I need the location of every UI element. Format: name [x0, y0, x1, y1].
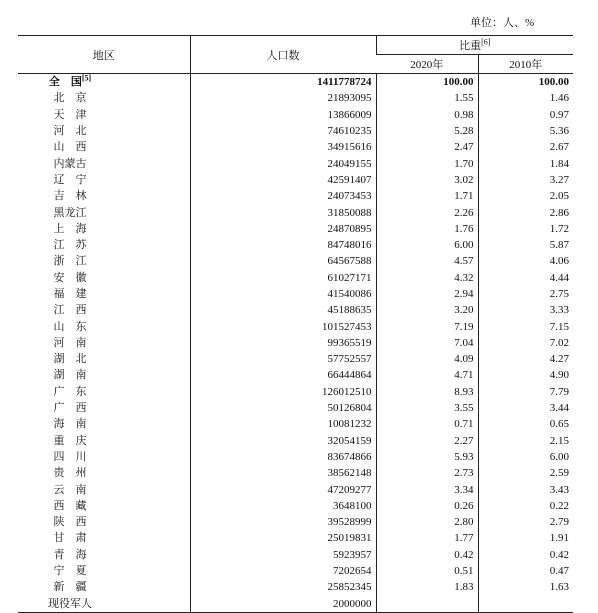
table-row	[18, 481, 573, 497]
cell-population: 13866009	[190, 107, 376, 123]
header-year-2010: 2010年	[478, 55, 573, 74]
cell-population: 38562148	[190, 465, 376, 481]
cell-population: 101527453	[190, 318, 376, 334]
table-row	[18, 514, 573, 530]
cell-region	[18, 596, 190, 613]
table-row	[18, 139, 573, 155]
region-name: 贵 州	[53, 467, 87, 480]
table-row	[18, 367, 573, 383]
table-row	[18, 547, 573, 563]
cell-ratio-2010: 4.90	[478, 367, 573, 383]
cell-ratio-2020: 2.47	[376, 139, 478, 155]
cell-population: 41540086	[190, 286, 376, 302]
cell-ratio-2010: 4.06	[478, 253, 573, 269]
region-name: 湖 南	[53, 369, 87, 382]
cell-population: 24073453	[190, 188, 376, 204]
cell-ratio-2010: 1.91	[478, 530, 573, 546]
table-row	[18, 318, 573, 334]
cell-region	[18, 139, 190, 155]
cell-region	[18, 318, 190, 334]
cell-ratio-2010: 2.05	[478, 188, 573, 204]
table-row	[18, 270, 573, 286]
cell-region	[18, 514, 190, 530]
cell-ratio-2020: 0.42	[376, 547, 478, 563]
cell-ratio-2020: 1.71	[376, 188, 478, 204]
cell-region	[18, 155, 190, 171]
cell-region	[18, 498, 190, 514]
table-row	[18, 433, 573, 449]
cell-ratio-2020: 100.00	[376, 74, 478, 91]
table-row	[18, 204, 573, 220]
cell-ratio-2010: 0.42	[478, 547, 573, 563]
table-row	[18, 384, 573, 400]
region-name: 天 津	[53, 108, 87, 121]
table-row	[18, 302, 573, 318]
cell-ratio-2010: 2.59	[478, 465, 573, 481]
region-name: 江 西	[53, 304, 87, 317]
cell-population: 57752557	[190, 351, 376, 367]
cell-population: 84748016	[190, 237, 376, 253]
cell-region	[18, 465, 190, 481]
cell-region	[18, 172, 190, 188]
region-name: 安 徽	[53, 271, 87, 284]
table-row	[18, 465, 573, 481]
table-row	[18, 188, 573, 204]
cell-ratio-2020: 3.34	[376, 481, 478, 497]
table-row	[18, 107, 573, 123]
cell-ratio-2020: 2.27	[376, 433, 478, 449]
cell-ratio-2020: 8.93	[376, 384, 478, 400]
cell-population: 2000000	[190, 596, 376, 613]
region-name: 福 建	[53, 288, 87, 300]
region-name: 甘 肃	[53, 532, 87, 545]
cell-population: 42591407	[190, 172, 376, 188]
cell-ratio-2010: 7.02	[478, 335, 573, 351]
cell-region	[18, 335, 190, 351]
cell-population: 25019831	[190, 530, 376, 546]
cell-ratio-2010	[478, 596, 573, 613]
cell-ratio-2020: 6.00	[376, 237, 478, 253]
cell-population: 50126804	[190, 400, 376, 416]
table-row	[18, 221, 573, 237]
region-name: 重 庆	[53, 434, 87, 447]
table-row	[18, 286, 573, 302]
cell-ratio-2020: 5.93	[376, 449, 478, 465]
cell-ratio-2020: 3.20	[376, 302, 478, 318]
cell-ratio-2020: 1.77	[376, 530, 478, 546]
cell-region	[18, 400, 190, 416]
cell-ratio-2010: 2.86	[478, 204, 573, 220]
cell-ratio-2020: 2.73	[376, 465, 478, 481]
cell-population: 126012510	[190, 384, 376, 400]
header-ratio-note: [6]	[481, 37, 491, 47]
cell-ratio-2020: 0.71	[376, 416, 478, 432]
cell-ratio-2010: 2.67	[478, 139, 573, 155]
table-row	[18, 498, 573, 514]
cell-ratio-2010: 1.63	[478, 579, 573, 595]
region-name: 新 疆	[53, 581, 87, 594]
table-header	[18, 36, 573, 74]
region-name: 浙 江	[53, 255, 87, 268]
cell-ratio-2010: 5.36	[478, 123, 573, 139]
table-row	[18, 90, 573, 106]
region-name: 青 海	[53, 548, 87, 561]
cell-ratio-2020: 1.76	[376, 221, 478, 237]
cell-ratio-2010: 3.44	[478, 400, 573, 416]
region-name: 宁 夏	[53, 565, 87, 578]
cell-ratio-2010: 2.75	[478, 286, 573, 302]
table-row	[18, 335, 573, 351]
cell-ratio-2020: 0.26	[376, 498, 478, 514]
cell-ratio-2010: 0.65	[478, 416, 573, 432]
cell-ratio-2020: 7.04	[376, 335, 478, 351]
table-row	[18, 416, 573, 432]
cell-region	[18, 74, 190, 91]
population-table	[18, 35, 573, 613]
cell-population: 1411778724	[190, 74, 376, 91]
cell-population: 64567588	[190, 253, 376, 269]
table-row	[18, 596, 573, 613]
cell-ratio-2010: 4.27	[478, 351, 573, 367]
region-name: 广 西	[53, 402, 87, 415]
cell-region	[18, 384, 190, 400]
header-ratio	[376, 36, 573, 55]
region-name: 内蒙古	[53, 157, 87, 170]
table-body	[18, 74, 573, 613]
cell-ratio-2020: 4.57	[376, 253, 478, 269]
cell-ratio-2020: 3.02	[376, 172, 478, 188]
cell-region	[18, 204, 190, 220]
cell-ratio-2010: 0.97	[478, 107, 573, 123]
cell-population: 24870895	[190, 221, 376, 237]
region-name: 西 藏	[53, 499, 87, 512]
cell-region	[18, 416, 190, 432]
cell-population: 31850088	[190, 204, 376, 220]
cell-ratio-2020: 2.80	[376, 514, 478, 530]
cell-ratio-2020: 7.19	[376, 318, 478, 334]
cell-population: 24049155	[190, 155, 376, 171]
region-name: 上 海	[53, 222, 87, 235]
cell-region	[18, 253, 190, 269]
region-name: 河 北	[53, 125, 87, 138]
cell-ratio-2010: 1.72	[478, 221, 573, 237]
cell-ratio-2010: 6.00	[478, 449, 573, 465]
cell-ratio-2020: 0.98	[376, 107, 478, 123]
table-row	[18, 530, 573, 546]
cell-region	[18, 90, 190, 106]
cell-ratio-2020: 2.26	[376, 204, 478, 220]
region-name: 陕 西	[53, 516, 87, 529]
cell-ratio-2020	[376, 596, 478, 613]
table-row	[18, 172, 573, 188]
table-row	[18, 351, 573, 367]
cell-region	[18, 351, 190, 367]
cell-ratio-2010: 3.43	[478, 481, 573, 497]
cell-region	[18, 123, 190, 139]
cell-population: 10081232	[190, 416, 376, 432]
unit-label: 单位：人、%	[470, 17, 535, 29]
cell-region	[18, 579, 190, 595]
cell-population: 99365519	[190, 335, 376, 351]
cell-region	[18, 367, 190, 383]
header-region: 地区	[18, 36, 190, 74]
cell-population: 25852345	[190, 579, 376, 595]
cell-ratio-2010: 0.22	[478, 498, 573, 514]
cell-region	[18, 221, 190, 237]
cell-population: 74610235	[190, 123, 376, 139]
table-row	[18, 563, 573, 579]
cell-population: 66444864	[190, 367, 376, 383]
table-row	[18, 237, 573, 253]
table-row	[18, 579, 573, 595]
region-name: 辽 宁	[53, 173, 87, 186]
cell-ratio-2020: 4.09	[376, 351, 478, 367]
cell-ratio-2010: 2.79	[478, 514, 573, 530]
cell-ratio-2020: 5.28	[376, 123, 478, 139]
region-name: 北 京	[53, 92, 87, 105]
cell-population: 61027171	[190, 270, 376, 286]
region-name: 现役军人	[48, 597, 92, 610]
region-name: 山 东	[53, 320, 87, 333]
cell-ratio-2010: 100.00	[478, 74, 573, 91]
cell-ratio-2020: 4.71	[376, 367, 478, 383]
cell-region	[18, 270, 190, 286]
cell-ratio-2010: 7.79	[478, 384, 573, 400]
cell-ratio-2010: 3.33	[478, 302, 573, 318]
cell-ratio-2010: 1.84	[478, 155, 573, 171]
region-name: 全 国[5]	[48, 73, 92, 89]
header-year-2020: 2020年	[376, 55, 478, 74]
region-name: 山 西	[53, 141, 87, 154]
region-name: 四 川	[53, 450, 87, 463]
cell-population: 45188635	[190, 302, 376, 318]
region-name: 湖 北	[53, 353, 87, 366]
region-name: 云 南	[53, 483, 87, 496]
cell-ratio-2020: 1.83	[376, 579, 478, 595]
cell-ratio-2020: 1.70	[376, 155, 478, 171]
cell-ratio-2010: 1.46	[478, 90, 573, 106]
cell-ratio-2020: 3.55	[376, 400, 478, 416]
cell-ratio-2020: 0.51	[376, 563, 478, 579]
cell-population: 32054159	[190, 433, 376, 449]
region-name: 黑龙江	[53, 206, 87, 219]
region-name: 海 南	[53, 418, 87, 431]
cell-region	[18, 547, 190, 563]
table-row	[18, 449, 573, 465]
cell-population: 39528999	[190, 514, 376, 530]
cell-ratio-2010: 3.27	[478, 172, 573, 188]
cell-ratio-2020: 2.94	[376, 286, 478, 302]
cell-ratio-2020: 1.55	[376, 90, 478, 106]
cell-population: 47209277	[190, 481, 376, 497]
cell-population: 34915616	[190, 139, 376, 155]
table-row	[18, 74, 573, 91]
cell-region	[18, 302, 190, 318]
cell-ratio-2010: 0.47	[478, 563, 573, 579]
region-name: 河 南	[53, 336, 87, 349]
cell-ratio-2010: 7.15	[478, 318, 573, 334]
cell-population: 3648100	[190, 498, 376, 514]
table-row	[18, 253, 573, 269]
cell-region	[18, 237, 190, 253]
header-population: 人口数	[190, 36, 376, 74]
cell-region	[18, 563, 190, 579]
table-row	[18, 400, 573, 416]
cell-ratio-2010: 5.87	[478, 237, 573, 253]
cell-ratio-2010: 4.44	[478, 270, 573, 286]
region-note: [5]	[81, 73, 92, 83]
cell-region	[18, 481, 190, 497]
cell-region	[18, 449, 190, 465]
cell-population: 7202654	[190, 563, 376, 579]
cell-region	[18, 286, 190, 302]
table-row	[18, 123, 573, 139]
region-name: 吉 林	[53, 190, 87, 203]
header-ratio-label: 比重	[459, 40, 482, 52]
cell-region	[18, 107, 190, 123]
cell-ratio-2010: 2.15	[478, 433, 573, 449]
cell-population: 83674866	[190, 449, 376, 465]
region-name: 江 苏	[53, 239, 87, 252]
region-name: 广 东	[53, 385, 87, 398]
cell-population: 5923957	[190, 547, 376, 563]
cell-population: 21893095	[190, 90, 376, 106]
cell-ratio-2020: 4.32	[376, 270, 478, 286]
cell-region	[18, 433, 190, 449]
cell-region	[18, 530, 190, 546]
table-row	[18, 155, 573, 171]
cell-region	[18, 188, 190, 204]
